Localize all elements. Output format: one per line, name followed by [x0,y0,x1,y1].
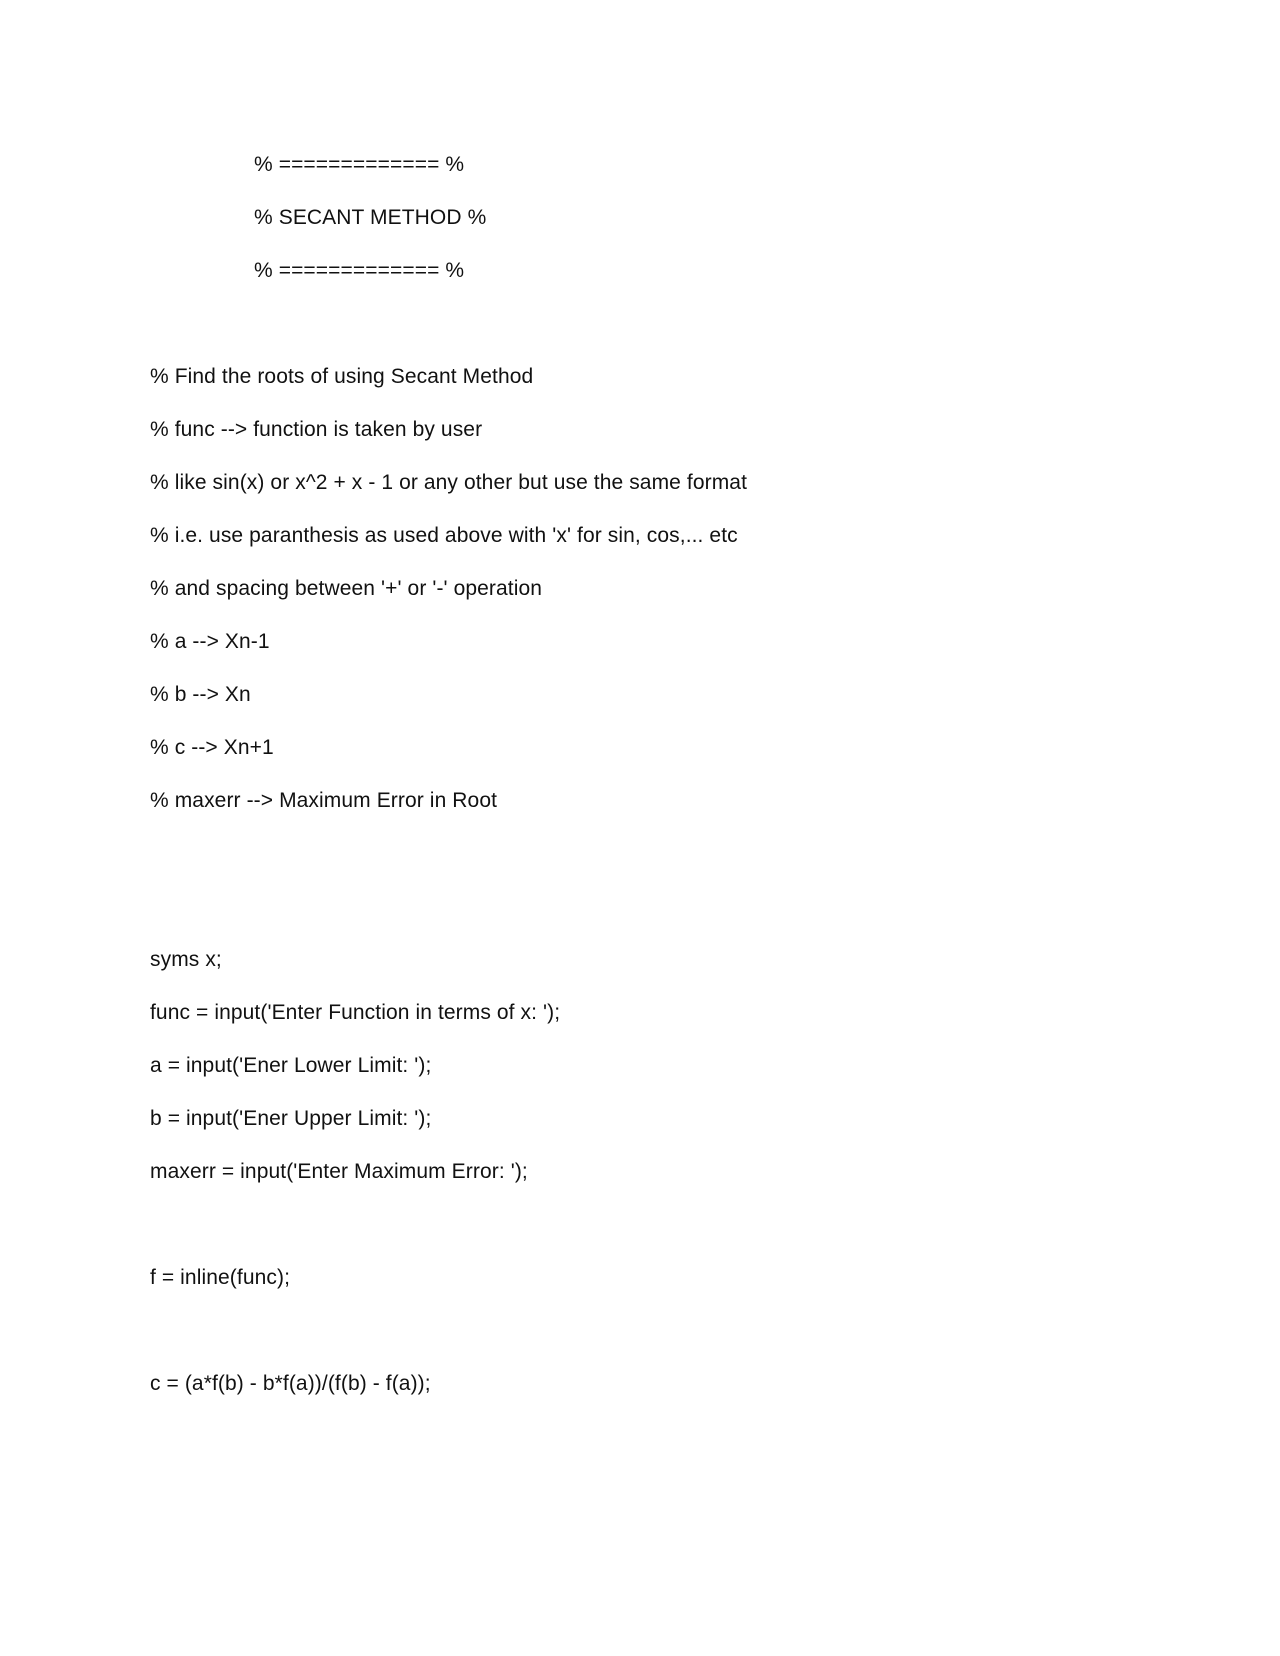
code-line-func: func = input('Enter Function in terms of x: '); [150,1001,561,1024]
comment-line: % func --> function is taken by user [150,418,483,441]
comment-line: % b --> Xn [150,683,251,706]
header-border-bottom: % ============= % [254,259,465,282]
header-border-top: % ============= % [254,153,465,176]
comment-line: % maxerr --> Maximum Error in Root [150,789,498,812]
code-line-inline: f = inline(func); [150,1266,291,1289]
comment-line: % Find the roots of using Secant Method [150,365,534,388]
code-line-syms: syms x; [150,948,222,971]
comment-line: % c --> Xn+1 [150,736,274,759]
comment-line: % like sin(x) or x^2 + x - 1 or any other but use the same format [150,471,748,494]
header-title: % SECANT METHOD % [254,206,487,229]
comment-line: % a --> Xn-1 [150,630,270,653]
comment-line: % and spacing between '+' or '-' operation [150,577,543,600]
code-line-a: a = input('Ener Lower Limit: '); [150,1054,432,1077]
code-line-secant: c = (a*f(b) - b*f(a))/(f(b) - f(a)); [150,1372,431,1395]
code-line-b: b = input('Ener Upper Limit: '); [150,1107,432,1130]
code-line-maxerr: maxerr = input('Enter Maximum Error: '); [150,1160,528,1183]
comment-line: % i.e. use paranthesis as used above with 'x' for sin, cos,... etc [150,524,738,547]
